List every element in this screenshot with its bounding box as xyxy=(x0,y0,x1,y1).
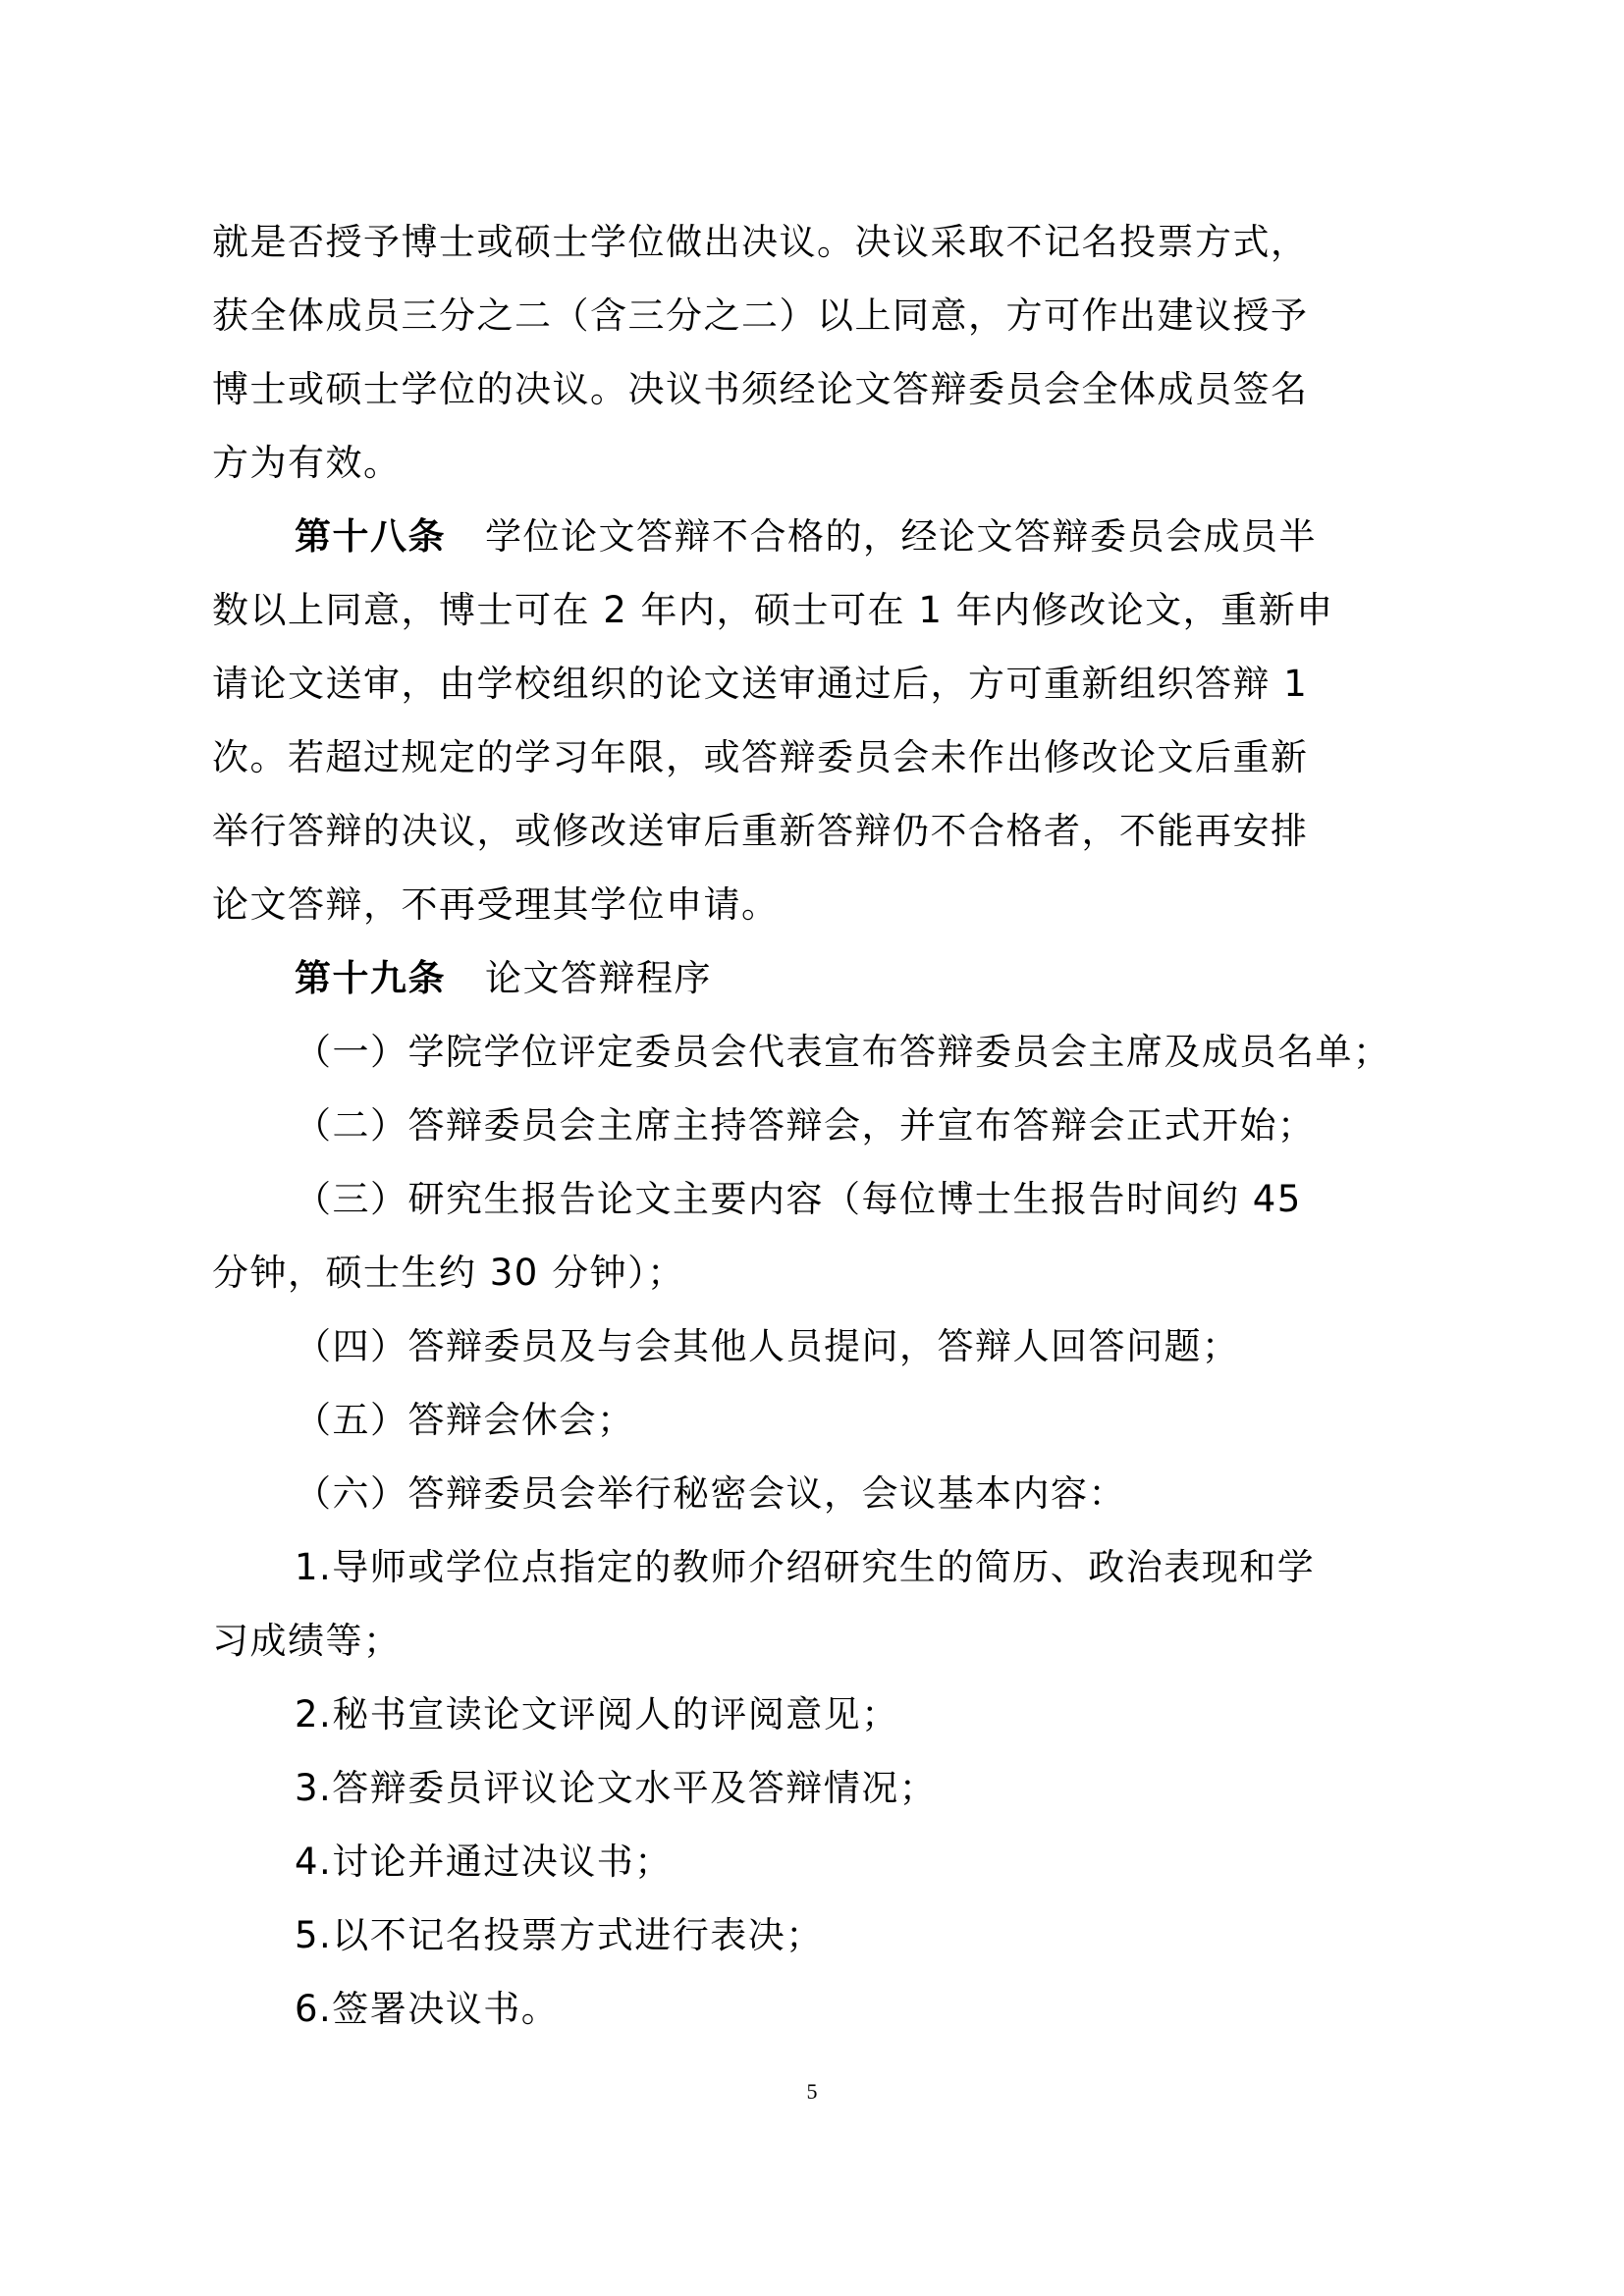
meeting-item-1: 1.导师或学位点指定的教师介绍研究生的简历、政治表现和学 xyxy=(295,1546,1316,1588)
procedure-step-2: （二）答辩委员会主席主持答辩会，并宣布答辩会正式开始； xyxy=(295,1104,1316,1147)
paragraph-line: 请论文送审，由学校组织的论文送审通过后，方可重新组织答辩 1 xyxy=(212,663,1309,705)
meeting-item-1-cont: 习成绩等； xyxy=(212,1620,402,1662)
paragraph-line: 数以上同意，博士可在 2 年内，硕士可在 1 年内修改论文，重新申 xyxy=(212,589,1334,631)
paragraph-line: 举行答辩的决议，或修改送审后重新答辩仍不合格者，不能再安排 xyxy=(212,810,1309,852)
meeting-item-2: 2.秘书宣读论文评阅人的评阅意见； xyxy=(295,1693,899,1735)
article-18-first-line xyxy=(295,500,1512,573)
page-number: 5 xyxy=(806,2079,818,2104)
meeting-item-4: 4.讨论并通过决议书； xyxy=(295,1841,673,1883)
procedure-step-4: （四）答辩委员及与会其他人员提问，答辩人回答问题； xyxy=(295,1325,1240,1367)
procedure-step-3-cont: 分钟，硕士生约 30 分钟）； xyxy=(212,1252,685,1294)
meeting-item-6: 6.签署决议书。 xyxy=(295,1988,560,2030)
paragraph-text: 论文答辩程序 xyxy=(485,957,712,999)
procedure-step-3: （三）研究生报告论文主要内容（每位博士生报告时间约 45 xyxy=(295,1178,1302,1220)
article-19-title: 第十九条 xyxy=(295,957,446,999)
paragraph-line: 就是否授予博士或硕士学位做出决议。决议采取不记名投票方式， xyxy=(212,221,1309,263)
paragraph-line: 论文答辩，不再受理其学位申请。 xyxy=(212,883,780,926)
paragraph-line: 方为有效。 xyxy=(212,442,402,484)
paragraph-line: 博士或硕士学位的决议。决议书须经论文答辩委员会全体成员签名 xyxy=(212,368,1309,410)
procedure-step-6: （六）答辩委员会举行秘密会议，会议基本内容： xyxy=(295,1472,1126,1515)
paragraph-line: 次。若超过规定的学习年限，或答辩委员会未作出修改论文后重新 xyxy=(212,736,1309,778)
article-18-title: 第十八条 xyxy=(295,515,446,558)
meeting-item-5: 5.以不记名投票方式进行表决； xyxy=(295,1914,824,1956)
paragraph-text: 学位论文答辩不合格的，经论文答辩委员会成员半 xyxy=(485,515,1317,558)
procedure-step-5: （五）答辩会休会； xyxy=(295,1399,635,1441)
article-19-first-line xyxy=(295,941,1512,1015)
paragraph-line: 获全体成员三分之二（含三分之二）以上同意，方可作出建议授予 xyxy=(212,294,1309,337)
procedure-step-1: （一）学院学位评定委员会代表宣布答辩委员会主席及成员名单； xyxy=(295,1031,1391,1073)
meeting-item-3: 3.答辩委员评议论文水平及答辩情况； xyxy=(295,1767,938,1809)
